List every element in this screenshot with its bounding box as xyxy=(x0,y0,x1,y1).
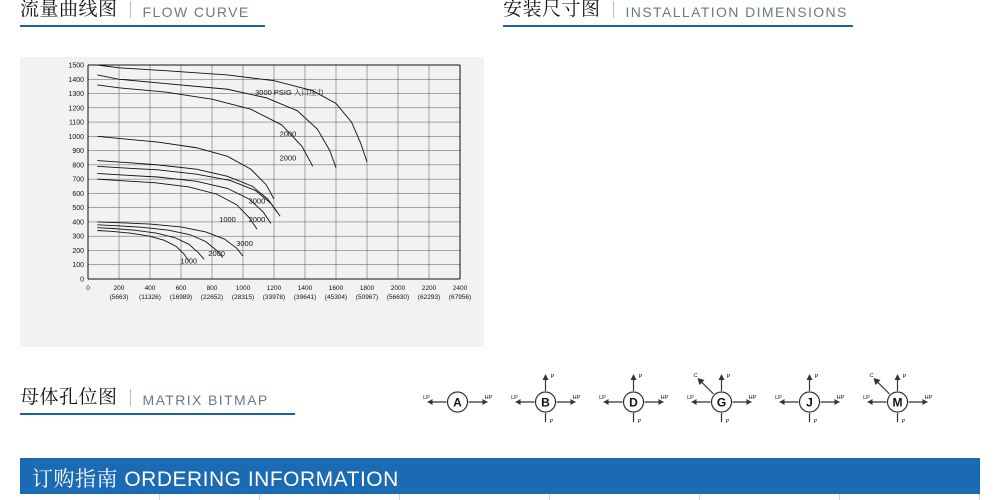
chart-y-tick-labels xyxy=(68,63,84,284)
svg-text:P: P xyxy=(813,419,818,425)
chart-x-tick-labels xyxy=(86,285,471,301)
svg-text:700: 700 xyxy=(72,176,84,184)
matrix-symbol-graphic xyxy=(410,370,505,430)
svg-text:1400: 1400 xyxy=(297,285,313,292)
svg-text:400: 400 xyxy=(144,285,156,292)
ordering-table-column xyxy=(400,494,550,500)
svg-text:1500: 1500 xyxy=(68,62,84,70)
flow-curve-chart-panel xyxy=(20,57,484,347)
svg-text:C: C xyxy=(869,373,874,379)
svg-text:500: 500 xyxy=(72,205,84,213)
svg-text:0: 0 xyxy=(80,276,84,284)
ordering-table-column xyxy=(700,494,840,500)
section-heading-flow-curve xyxy=(20,0,265,27)
matrix-symbol-letter: J xyxy=(806,395,813,410)
svg-text:LP: LP xyxy=(775,395,782,401)
heading-divider xyxy=(613,1,614,18)
svg-text:400: 400 xyxy=(72,219,84,227)
svg-text:(28315): (28315) xyxy=(231,294,255,301)
svg-text:1200: 1200 xyxy=(266,285,282,292)
svg-text:P: P xyxy=(814,374,819,380)
svg-text:800: 800 xyxy=(206,285,218,292)
svg-text:1000: 1000 xyxy=(235,285,251,292)
svg-text:600: 600 xyxy=(72,190,84,198)
section-heading-matrix-cn: 母体孔位图 xyxy=(20,387,118,408)
matrix-symbol-letter: G xyxy=(716,395,727,410)
matrix-symbol-letter: D xyxy=(629,395,638,410)
svg-text:HP: HP xyxy=(484,395,493,401)
chart-curve xyxy=(97,166,280,216)
svg-text:HP: HP xyxy=(660,395,669,401)
svg-text:(16989): (16989) xyxy=(169,294,193,301)
svg-text:HP: HP xyxy=(748,395,757,401)
section-heading-matrix-en: MATRIX BITMAP xyxy=(142,392,269,408)
section-heading-flow-curve-cn: 流量曲线图 xyxy=(20,0,118,20)
svg-text:HP: HP xyxy=(924,395,933,401)
chart-annotation: 2000 xyxy=(279,129,297,139)
svg-text:1600: 1600 xyxy=(328,285,344,292)
matrix-symbol-graphic xyxy=(674,370,769,430)
ordering-table-column xyxy=(20,494,160,500)
heading-divider xyxy=(130,1,131,18)
svg-text:LP: LP xyxy=(599,395,606,401)
ordering-table-column xyxy=(550,494,700,500)
svg-text:2200: 2200 xyxy=(421,285,437,292)
matrix-symbol xyxy=(410,370,505,430)
chart-annotation: 1000 xyxy=(219,214,236,224)
svg-text:(62293): (62293) xyxy=(417,294,441,301)
matrix-symbol xyxy=(498,370,593,430)
svg-text:LP: LP xyxy=(687,395,694,401)
svg-text:100: 100 xyxy=(72,262,84,270)
svg-text:2000: 2000 xyxy=(390,285,406,292)
chart-series-lines xyxy=(97,65,367,261)
chart-annotations xyxy=(180,87,323,265)
section-heading-installation-en: INSTALLATION DIMENSIONS xyxy=(625,4,848,20)
ordering-information-title: 订购指南 ORDERING INFORMATION xyxy=(32,468,399,491)
heading-divider xyxy=(130,389,131,406)
section-heading-installation xyxy=(503,0,853,27)
chart-annotation: 2000 xyxy=(248,214,266,224)
chart-annotation: 1000 xyxy=(180,256,198,266)
svg-text:LP: LP xyxy=(863,395,870,401)
section-heading-installation-cn: 安装尺寸图 xyxy=(503,0,601,20)
matrix-symbol-graphic xyxy=(498,370,593,430)
matrix-bitmap-symbols xyxy=(410,370,980,430)
matrix-symbol xyxy=(762,370,857,430)
matrix-symbol-letter: B xyxy=(541,395,550,410)
svg-text:HP: HP xyxy=(836,395,845,401)
chart-curve xyxy=(97,65,367,162)
svg-text:200: 200 xyxy=(113,285,125,292)
svg-text:600: 600 xyxy=(175,285,187,292)
svg-text:P: P xyxy=(550,374,555,380)
matrix-symbol-graphic xyxy=(586,370,681,430)
svg-text:P: P xyxy=(901,419,906,425)
svg-text:(11326): (11326) xyxy=(139,294,161,301)
chart-annotation: 3000 PSIG 入口压力 xyxy=(255,87,324,97)
svg-text:(33978): (33978) xyxy=(262,294,286,301)
svg-text:0: 0 xyxy=(86,285,90,292)
svg-text:1400: 1400 xyxy=(68,76,84,84)
matrix-symbol-graphic xyxy=(762,370,857,430)
chart-annotation: 2000 xyxy=(208,249,225,259)
ordering-table-column xyxy=(160,494,260,500)
svg-text:(50967): (50967) xyxy=(355,294,379,301)
ordering-table-column xyxy=(260,494,400,500)
svg-text:P: P xyxy=(902,374,907,380)
matrix-symbol xyxy=(850,370,945,430)
svg-text:P: P xyxy=(726,374,731,380)
svg-text:200: 200 xyxy=(72,247,84,255)
svg-text:800: 800 xyxy=(72,162,84,170)
svg-text:300: 300 xyxy=(72,233,84,241)
ordering-information-bar xyxy=(20,458,980,498)
section-heading-matrix xyxy=(20,388,295,415)
matrix-symbol-letter: A xyxy=(453,395,462,410)
svg-text:LP: LP xyxy=(511,395,518,401)
chart-annotation: 3000 xyxy=(236,239,253,249)
chart-annotation: 3000 xyxy=(248,196,266,206)
chart-curve xyxy=(97,225,223,258)
svg-text:(45304): (45304) xyxy=(324,294,348,301)
ordering-information-table-header xyxy=(20,494,980,500)
svg-text:(22652): (22652) xyxy=(200,294,224,301)
svg-text:1300: 1300 xyxy=(68,91,84,99)
matrix-symbol xyxy=(674,370,769,430)
ordering-table-column xyxy=(840,494,980,500)
flow-curve-chart xyxy=(20,57,484,347)
svg-text:P: P xyxy=(725,419,730,425)
svg-text:1000: 1000 xyxy=(68,133,84,141)
svg-text:1100: 1100 xyxy=(68,119,84,127)
svg-text:(5663): (5663) xyxy=(109,294,129,301)
matrix-symbol-letter: M xyxy=(892,395,903,410)
svg-text:LP: LP xyxy=(423,395,430,401)
svg-text:(56630): (56630) xyxy=(386,294,410,301)
svg-text:C: C xyxy=(693,373,698,379)
chart-curve xyxy=(97,228,204,260)
svg-text:1800: 1800 xyxy=(359,285,375,292)
chart-curve xyxy=(97,230,188,260)
section-heading-flow-curve-en: FLOW CURVE xyxy=(142,4,250,20)
svg-text:HP: HP xyxy=(572,395,581,401)
svg-text:2400: 2400 xyxy=(452,285,468,292)
chart-annotation: 2000 xyxy=(279,153,297,163)
matrix-symbol xyxy=(586,370,681,430)
svg-text:(39641): (39641) xyxy=(293,294,317,301)
svg-text:1200: 1200 xyxy=(68,105,84,113)
svg-text:P: P xyxy=(638,374,643,380)
matrix-symbol-graphic xyxy=(850,370,945,430)
chart-gridlines xyxy=(88,65,460,279)
svg-text:P: P xyxy=(549,419,554,425)
svg-text:(67956): (67956) xyxy=(448,294,472,301)
svg-text:900: 900 xyxy=(72,148,84,156)
svg-text:P: P xyxy=(637,419,642,425)
